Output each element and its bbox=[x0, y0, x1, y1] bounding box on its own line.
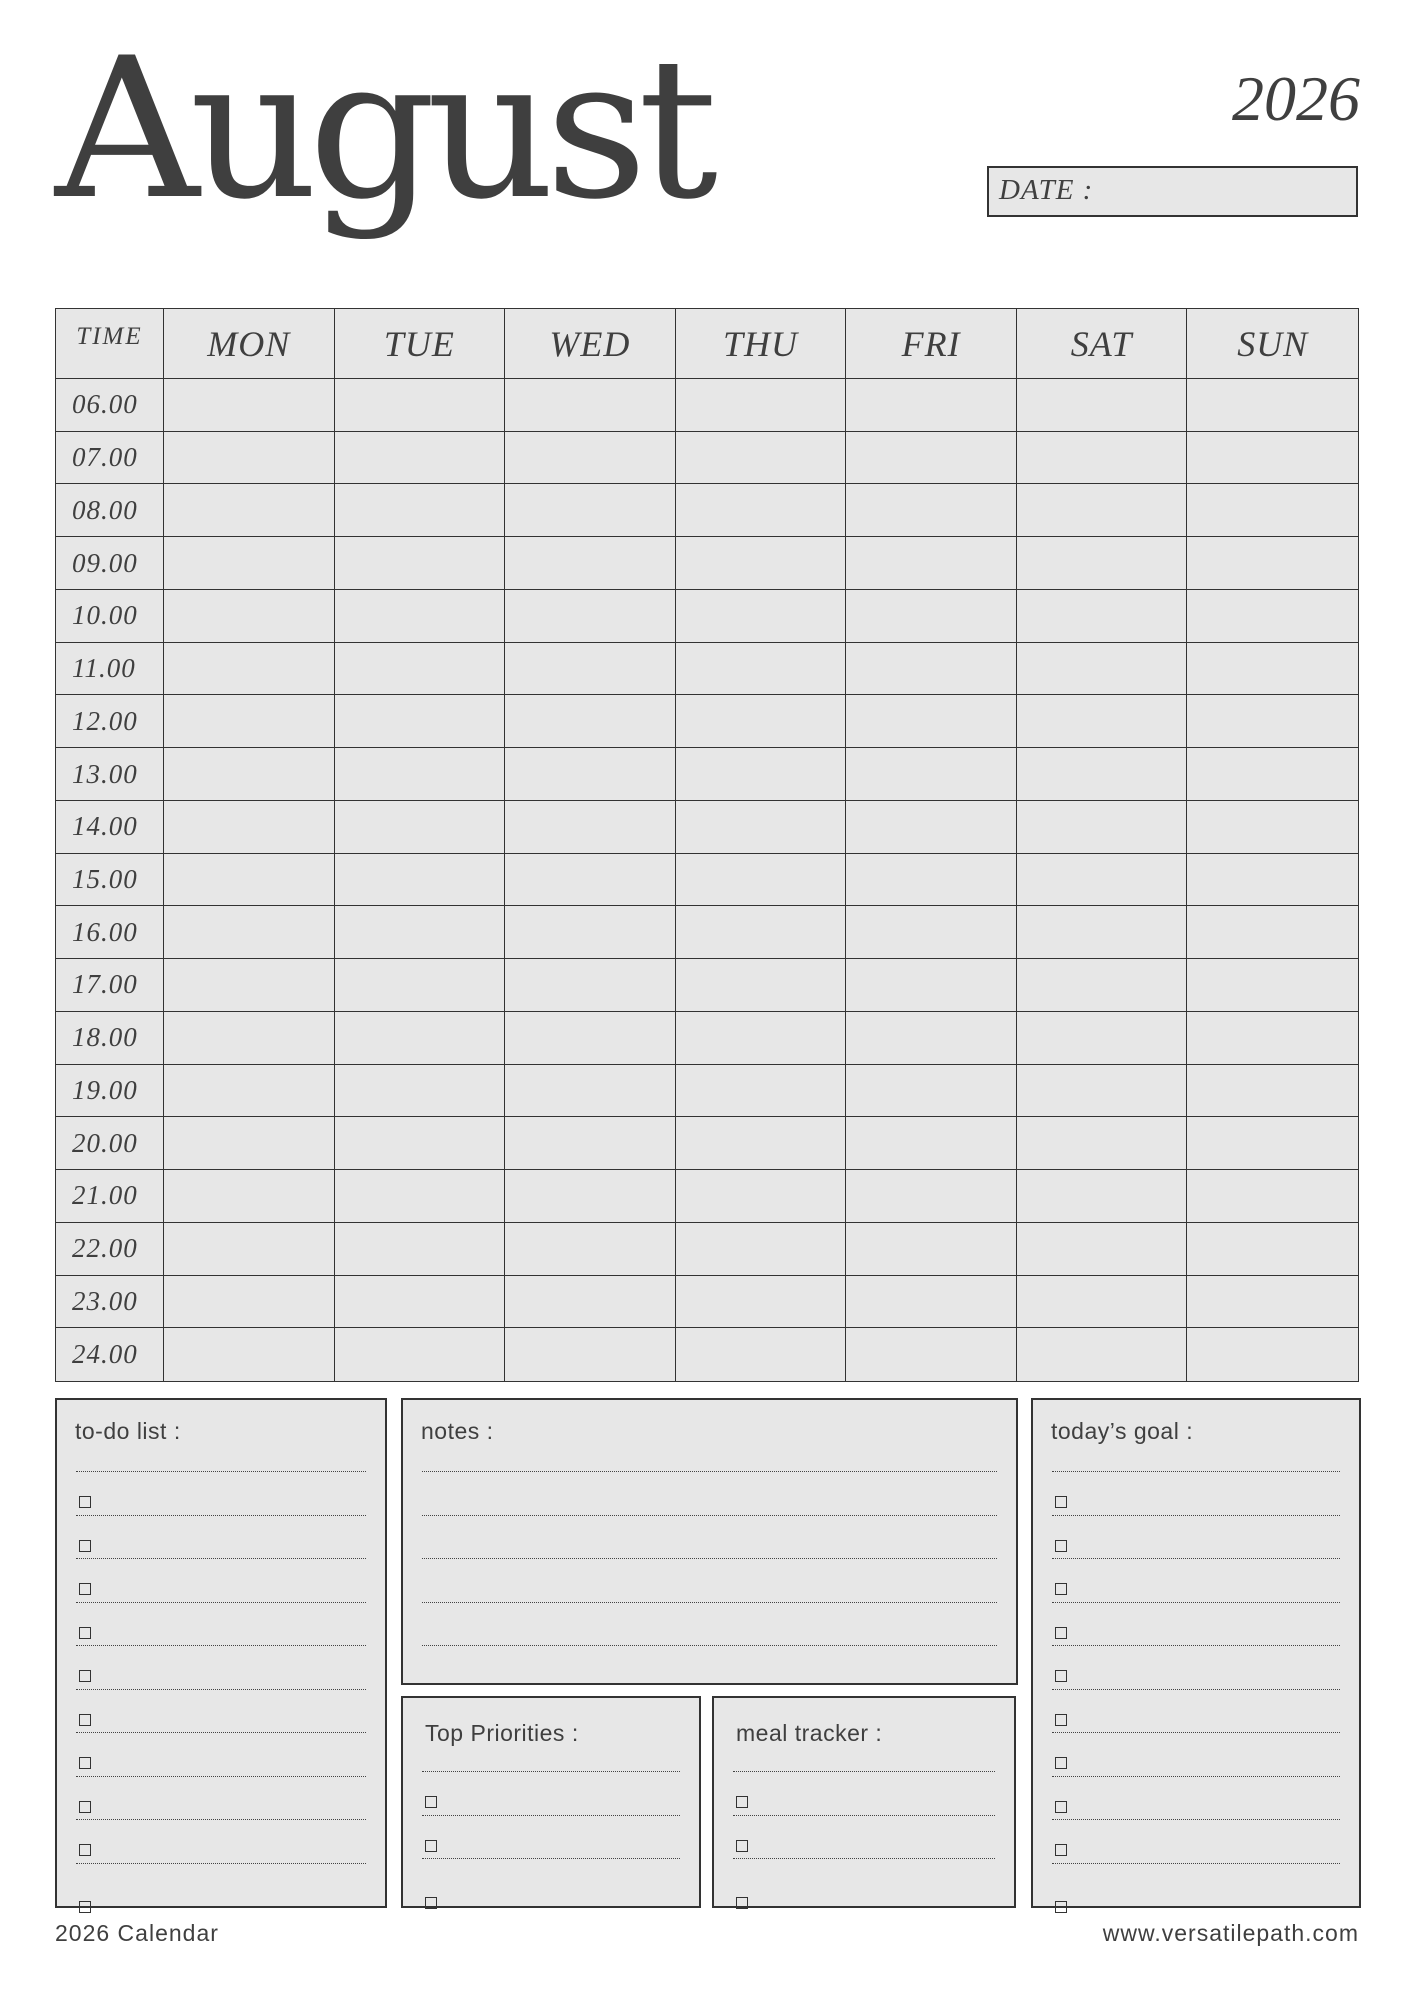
dotted-line bbox=[76, 1603, 366, 1646]
schedule-cell[interactable] bbox=[505, 590, 676, 643]
dotted-line bbox=[733, 1729, 995, 1772]
schedule-cell[interactable] bbox=[676, 1276, 847, 1329]
schedule-cell[interactable] bbox=[335, 537, 506, 590]
schedule-cell[interactable] bbox=[505, 695, 676, 748]
schedule-cell[interactable] bbox=[1187, 1276, 1358, 1329]
schedule-cell[interactable] bbox=[335, 1170, 506, 1223]
footer-website[interactable]: www.versatilepath.com bbox=[1102, 1920, 1359, 1946]
schedule-cell[interactable] bbox=[1017, 1276, 1188, 1329]
schedule-cell[interactable] bbox=[505, 379, 676, 432]
schedule-cell[interactable] bbox=[846, 1223, 1017, 1276]
time-slot-label: 09.00 bbox=[56, 537, 164, 590]
schedule-cell[interactable] bbox=[1017, 537, 1188, 590]
dotted-line bbox=[422, 1429, 997, 1472]
checkbox[interactable] bbox=[79, 1901, 91, 1913]
schedule-cell[interactable] bbox=[846, 537, 1017, 590]
schedule-cell[interactable] bbox=[676, 854, 847, 907]
year-label: 2026 bbox=[1232, 63, 1360, 134]
schedule-cell[interactable] bbox=[1017, 1012, 1188, 1065]
time-slot-label: 19.00 bbox=[56, 1065, 164, 1118]
dotted-line bbox=[422, 1516, 997, 1559]
schedule-cell[interactable] bbox=[1187, 959, 1358, 1012]
dotted-line bbox=[1052, 1647, 1340, 1690]
schedule-cell[interactable] bbox=[846, 643, 1017, 696]
time-slot-label: 21.00 bbox=[56, 1170, 164, 1223]
schedule-cell[interactable] bbox=[164, 1170, 335, 1223]
time-column-header: TIME bbox=[56, 309, 164, 379]
schedule-cell[interactable] bbox=[505, 959, 676, 1012]
schedule-cell[interactable] bbox=[676, 1117, 847, 1170]
schedule-cell[interactable] bbox=[846, 695, 1017, 748]
dotted-line bbox=[76, 1429, 366, 1472]
schedule-cell[interactable] bbox=[164, 695, 335, 748]
dotted-line bbox=[76, 1821, 366, 1864]
schedule-cell[interactable] bbox=[164, 1276, 335, 1329]
date-field[interactable] bbox=[987, 166, 1358, 217]
schedule-cell[interactable] bbox=[1017, 643, 1188, 696]
notes-panel bbox=[401, 1398, 1018, 1685]
todays-goal-panel bbox=[1031, 1398, 1361, 1908]
schedule-cell[interactable] bbox=[164, 643, 335, 696]
schedule-cell[interactable] bbox=[1017, 1328, 1188, 1381]
footer-calendar-label: 2026 Calendar bbox=[55, 1920, 219, 1946]
schedule-cell[interactable] bbox=[164, 1117, 335, 1170]
time-slot-label: 07.00 bbox=[56, 432, 164, 485]
schedule-cell[interactable] bbox=[676, 959, 847, 1012]
top-priorities-panel bbox=[401, 1696, 701, 1908]
dotted-line bbox=[76, 1777, 366, 1820]
schedule-cell[interactable] bbox=[1187, 432, 1358, 485]
schedule-cell[interactable] bbox=[164, 906, 335, 959]
schedule-cell[interactable] bbox=[164, 379, 335, 432]
day-header-wed: WED bbox=[505, 309, 676, 379]
dotted-line bbox=[1052, 1734, 1340, 1777]
time-slot-label: 22.00 bbox=[56, 1223, 164, 1276]
schedule-cell[interactable] bbox=[335, 1065, 506, 1118]
dotted-line bbox=[1052, 1603, 1340, 1646]
schedule-cell[interactable] bbox=[1187, 854, 1358, 907]
schedule-cell[interactable] bbox=[164, 590, 335, 643]
schedule-cell[interactable] bbox=[1017, 1065, 1188, 1118]
schedule-cell[interactable] bbox=[1017, 748, 1188, 801]
schedule-cell[interactable] bbox=[505, 1012, 676, 1065]
dotted-line bbox=[76, 1516, 366, 1559]
schedule-cell[interactable] bbox=[335, 1012, 506, 1065]
schedule-cell[interactable] bbox=[1017, 1117, 1188, 1170]
schedule-cell[interactable] bbox=[1187, 1170, 1358, 1223]
schedule-cell[interactable] bbox=[164, 432, 335, 485]
schedule-cell[interactable] bbox=[676, 379, 847, 432]
schedule-cell[interactable] bbox=[335, 854, 506, 907]
schedule-cell[interactable] bbox=[1017, 906, 1188, 959]
schedule-cell[interactable] bbox=[1017, 695, 1188, 748]
dotted-line bbox=[422, 1603, 997, 1646]
schedule-cell[interactable] bbox=[846, 1328, 1017, 1381]
schedule-cell[interactable] bbox=[505, 1065, 676, 1118]
schedule-cell[interactable] bbox=[676, 1328, 847, 1381]
schedule-cell[interactable] bbox=[505, 1223, 676, 1276]
todo-list-title: to-do list : bbox=[75, 1418, 181, 1444]
schedule-cell[interactable] bbox=[505, 1117, 676, 1170]
dotted-line bbox=[422, 1473, 997, 1516]
schedule-cell[interactable] bbox=[1187, 1328, 1358, 1381]
schedule-cell[interactable] bbox=[676, 801, 847, 854]
schedule-cell[interactable] bbox=[1187, 801, 1358, 854]
schedule-cell[interactable] bbox=[676, 1012, 847, 1065]
schedule-cell[interactable] bbox=[505, 854, 676, 907]
date-label: DATE : bbox=[999, 174, 1094, 206]
schedule-cell[interactable] bbox=[335, 590, 506, 643]
schedule-cell[interactable] bbox=[505, 643, 676, 696]
meal-tracker-title: meal tracker : bbox=[736, 1720, 883, 1746]
schedule-cell[interactable] bbox=[1187, 906, 1358, 959]
schedule-cell[interactable] bbox=[676, 590, 847, 643]
dotted-line bbox=[76, 1647, 366, 1690]
dotted-line bbox=[733, 1816, 995, 1859]
schedule-cell[interactable] bbox=[164, 1065, 335, 1118]
schedule-cell[interactable] bbox=[505, 748, 676, 801]
schedule-cell[interactable] bbox=[505, 1328, 676, 1381]
schedule-cell[interactable] bbox=[505, 801, 676, 854]
schedule-cell[interactable] bbox=[1187, 590, 1358, 643]
time-slot-label: 20.00 bbox=[56, 1117, 164, 1170]
schedule-cell[interactable] bbox=[1187, 537, 1358, 590]
schedule-cell[interactable] bbox=[1187, 695, 1358, 748]
dotted-line bbox=[76, 1734, 366, 1777]
schedule-cell[interactable] bbox=[846, 1012, 1017, 1065]
schedule-cell[interactable] bbox=[1187, 1065, 1358, 1118]
dotted-line bbox=[422, 1729, 680, 1772]
top-priorities-title: Top Priorities : bbox=[425, 1720, 579, 1746]
checkbox[interactable] bbox=[425, 1897, 437, 1909]
dotted-line bbox=[1052, 1821, 1340, 1864]
schedule-cell[interactable] bbox=[846, 590, 1017, 643]
schedule-cell[interactable] bbox=[164, 959, 335, 1012]
dotted-line bbox=[1052, 1777, 1340, 1820]
checkbox[interactable] bbox=[736, 1897, 748, 1909]
schedule-cell[interactable] bbox=[676, 748, 847, 801]
dotted-line bbox=[733, 1773, 995, 1816]
schedule-cell[interactable] bbox=[1017, 1170, 1188, 1223]
schedule-cell[interactable] bbox=[335, 801, 506, 854]
dotted-line bbox=[1052, 1473, 1340, 1516]
schedule-cell[interactable] bbox=[505, 432, 676, 485]
month-title: August bbox=[55, 16, 709, 243]
schedule-cell[interactable] bbox=[335, 484, 506, 537]
schedule-cell[interactable] bbox=[1187, 1012, 1358, 1065]
schedule-cell[interactable] bbox=[676, 432, 847, 485]
schedule-cell[interactable] bbox=[676, 695, 847, 748]
schedule-cell[interactable] bbox=[846, 1170, 1017, 1223]
dotted-line bbox=[76, 1560, 366, 1603]
time-slot-label: 08.00 bbox=[56, 484, 164, 537]
schedule-cell[interactable] bbox=[846, 801, 1017, 854]
schedule-cell[interactable] bbox=[676, 1170, 847, 1223]
schedule-cell[interactable] bbox=[1187, 643, 1358, 696]
schedule-cell[interactable] bbox=[676, 537, 847, 590]
schedule-cell[interactable] bbox=[335, 1223, 506, 1276]
dotted-line bbox=[1052, 1516, 1340, 1559]
dotted-line bbox=[76, 1473, 366, 1516]
time-slot-label: 23.00 bbox=[56, 1276, 164, 1329]
schedule-cell[interactable] bbox=[505, 484, 676, 537]
schedule-cell[interactable] bbox=[1187, 1117, 1358, 1170]
schedule-cell[interactable] bbox=[164, 1223, 335, 1276]
day-header-thu: THU bbox=[676, 309, 847, 379]
day-header-mon: MON bbox=[164, 309, 335, 379]
schedule-cell[interactable] bbox=[335, 1117, 506, 1170]
schedule-cell[interactable] bbox=[505, 1276, 676, 1329]
schedule-cell[interactable] bbox=[846, 959, 1017, 1012]
schedule-cell[interactable] bbox=[164, 1328, 335, 1381]
time-slot-label: 11.00 bbox=[56, 643, 164, 696]
day-header-sun: SUN bbox=[1187, 309, 1358, 379]
schedule-cell[interactable] bbox=[846, 1117, 1017, 1170]
dotted-line bbox=[1052, 1690, 1340, 1733]
schedule-cell[interactable] bbox=[676, 643, 847, 696]
day-header-fri: FRI bbox=[846, 309, 1017, 379]
schedule-cell[interactable] bbox=[335, 695, 506, 748]
schedule-cell[interactable] bbox=[335, 748, 506, 801]
time-slot-label: 13.00 bbox=[56, 748, 164, 801]
dotted-line bbox=[422, 1560, 997, 1603]
schedule-cell[interactable] bbox=[505, 1170, 676, 1223]
notes-title: notes : bbox=[421, 1418, 494, 1444]
schedule-cell[interactable] bbox=[846, 748, 1017, 801]
time-slot-label: 12.00 bbox=[56, 695, 164, 748]
schedule-cell[interactable] bbox=[164, 801, 335, 854]
schedule-cell[interactable] bbox=[335, 959, 506, 1012]
schedule-cell[interactable] bbox=[505, 906, 676, 959]
time-slot-label: 10.00 bbox=[56, 590, 164, 643]
schedule-cell[interactable] bbox=[1187, 1223, 1358, 1276]
schedule-cell[interactable] bbox=[846, 432, 1017, 485]
schedule-cell[interactable] bbox=[164, 1012, 335, 1065]
schedule-cell[interactable] bbox=[335, 643, 506, 696]
schedule-cell[interactable] bbox=[1017, 854, 1188, 907]
schedule-cell[interactable] bbox=[1187, 379, 1358, 432]
time-slot-label: 24.00 bbox=[56, 1328, 164, 1381]
schedule-cell[interactable] bbox=[164, 854, 335, 907]
schedule-cell[interactable] bbox=[676, 1065, 847, 1118]
schedule-cell[interactable] bbox=[1017, 801, 1188, 854]
schedule-cell[interactable] bbox=[1187, 748, 1358, 801]
schedule-cell[interactable] bbox=[505, 537, 676, 590]
time-slot-label: 16.00 bbox=[56, 906, 164, 959]
dotted-line bbox=[422, 1773, 680, 1816]
day-header-tue: TUE bbox=[335, 309, 506, 379]
schedule-cell[interactable] bbox=[846, 379, 1017, 432]
schedule-cell[interactable] bbox=[846, 854, 1017, 907]
weekly-schedule-grid bbox=[55, 308, 1359, 1382]
schedule-cell[interactable] bbox=[335, 1276, 506, 1329]
schedule-cell[interactable] bbox=[164, 748, 335, 801]
time-slot-label: 17.00 bbox=[56, 959, 164, 1012]
schedule-cell[interactable] bbox=[846, 1276, 1017, 1329]
time-slot-label: 15.00 bbox=[56, 854, 164, 907]
schedule-cell[interactable] bbox=[676, 484, 847, 537]
schedule-cell[interactable] bbox=[1017, 432, 1188, 485]
schedule-cell[interactable] bbox=[676, 1223, 847, 1276]
checkbox[interactable] bbox=[1055, 1901, 1067, 1913]
schedule-cell[interactable] bbox=[335, 1328, 506, 1381]
time-slot-label: 14.00 bbox=[56, 801, 164, 854]
dotted-line bbox=[76, 1690, 366, 1733]
schedule-cell[interactable] bbox=[676, 906, 847, 959]
schedule-cell[interactable] bbox=[164, 484, 335, 537]
todo-list-panel bbox=[55, 1398, 387, 1908]
dotted-line bbox=[1052, 1560, 1340, 1603]
schedule-cell[interactable] bbox=[846, 906, 1017, 959]
time-slot-label: 06.00 bbox=[56, 379, 164, 432]
schedule-cell[interactable] bbox=[335, 379, 506, 432]
schedule-cell[interactable] bbox=[164, 537, 335, 590]
schedule-cell[interactable] bbox=[1187, 484, 1358, 537]
schedule-cell[interactable] bbox=[1017, 590, 1188, 643]
todays-goal-title: today’s goal : bbox=[1051, 1418, 1194, 1444]
time-slot-label: 18.00 bbox=[56, 1012, 164, 1065]
schedule-cell[interactable] bbox=[335, 432, 506, 485]
schedule-cell[interactable] bbox=[1017, 379, 1188, 432]
meal-tracker-panel bbox=[712, 1696, 1016, 1908]
day-header-sat: SAT bbox=[1017, 309, 1188, 379]
dotted-line bbox=[422, 1816, 680, 1859]
schedule-cell[interactable] bbox=[335, 906, 506, 959]
schedule-cell[interactable] bbox=[1017, 1223, 1188, 1276]
schedule-cell[interactable] bbox=[846, 484, 1017, 537]
schedule-cell[interactable] bbox=[1017, 959, 1188, 1012]
schedule-cell[interactable] bbox=[846, 1065, 1017, 1118]
schedule-cell[interactable] bbox=[1017, 484, 1188, 537]
dotted-line bbox=[1052, 1429, 1340, 1472]
